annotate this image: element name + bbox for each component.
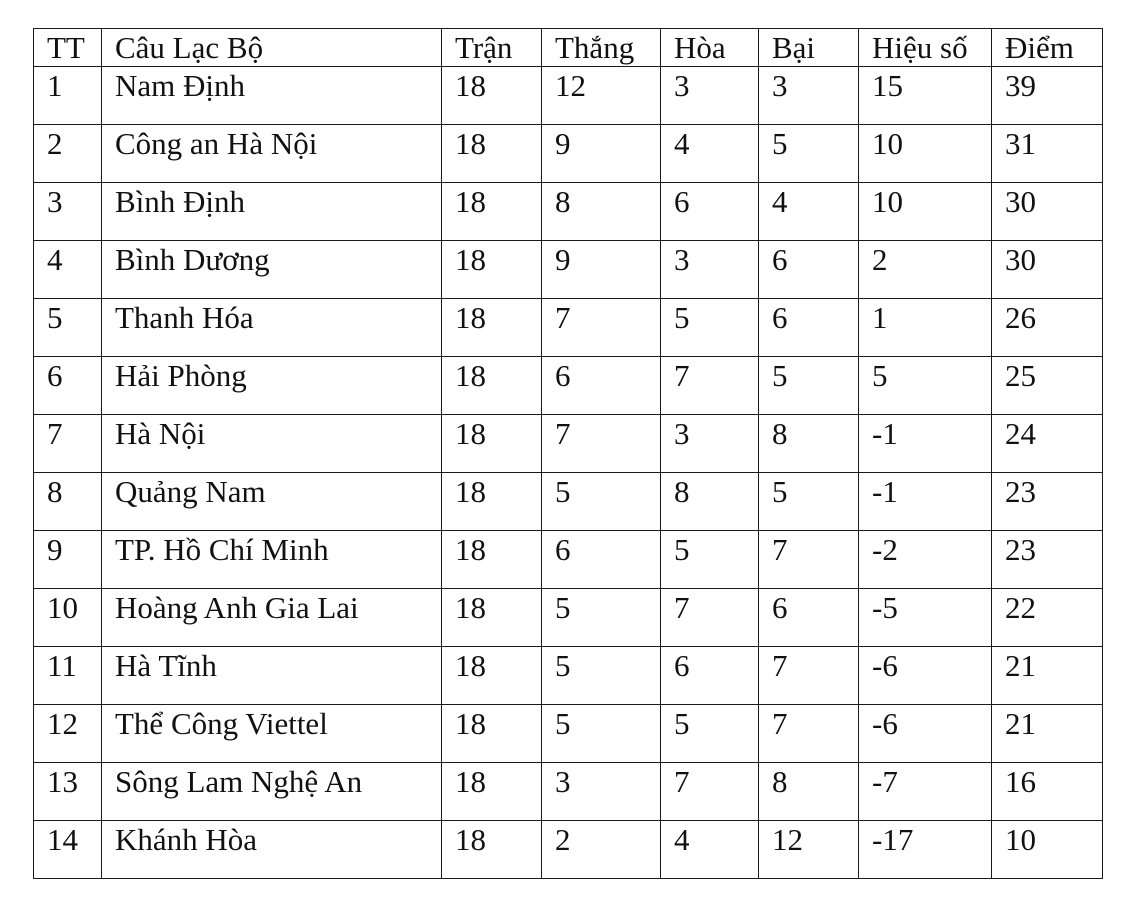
cell-drawn: 4 [661, 125, 759, 183]
cell-rank: 6 [34, 357, 102, 415]
cell-won: 8 [542, 183, 661, 241]
table-row [34, 705, 1103, 763]
cell-points: 22 [992, 589, 1103, 647]
cell-points: 24 [992, 415, 1103, 473]
cell-drawn: 8 [661, 473, 759, 531]
cell-lost: 7 [759, 705, 859, 763]
cell-rank: 7 [34, 415, 102, 473]
cell-drawn: 5 [661, 299, 759, 357]
cell-club: Thanh Hóa [102, 299, 442, 357]
cell-club: Bình Định [102, 183, 442, 241]
cell-points: 30 [992, 241, 1103, 299]
cell-points: 21 [992, 705, 1103, 763]
standings-table [33, 28, 1103, 879]
cell-played: 18 [442, 241, 542, 299]
cell-played: 18 [442, 473, 542, 531]
cell-goal-difference: -6 [859, 705, 992, 763]
header-rank: TT [34, 29, 102, 67]
cell-drawn: 3 [661, 415, 759, 473]
cell-lost: 8 [759, 415, 859, 473]
table-body [34, 67, 1103, 879]
cell-played: 18 [442, 589, 542, 647]
cell-lost: 5 [759, 125, 859, 183]
cell-won: 6 [542, 357, 661, 415]
cell-club: Quảng Nam [102, 473, 442, 531]
cell-drawn: 7 [661, 763, 759, 821]
cell-won: 9 [542, 125, 661, 183]
cell-goal-difference: 10 [859, 183, 992, 241]
cell-played: 18 [442, 763, 542, 821]
cell-goal-difference: 2 [859, 241, 992, 299]
header-row [34, 29, 1103, 67]
cell-played: 18 [442, 705, 542, 763]
cell-rank: 14 [34, 821, 102, 879]
cell-played: 18 [442, 67, 542, 125]
cell-drawn: 3 [661, 241, 759, 299]
cell-club: Hoàng Anh Gia Lai [102, 589, 442, 647]
table-row [34, 763, 1103, 821]
table-row [34, 415, 1103, 473]
cell-lost: 7 [759, 531, 859, 589]
cell-lost: 6 [759, 589, 859, 647]
header-drawn: Hòa [661, 29, 759, 67]
cell-drawn: 6 [661, 183, 759, 241]
cell-club: Bình Dương [102, 241, 442, 299]
cell-club: Thể Công Viettel [102, 705, 442, 763]
cell-won: 7 [542, 415, 661, 473]
cell-points: 30 [992, 183, 1103, 241]
cell-won: 7 [542, 299, 661, 357]
cell-drawn: 7 [661, 589, 759, 647]
cell-drawn: 5 [661, 705, 759, 763]
cell-won: 5 [542, 705, 661, 763]
cell-won: 5 [542, 473, 661, 531]
cell-points: 23 [992, 473, 1103, 531]
cell-won: 9 [542, 241, 661, 299]
cell-points: 25 [992, 357, 1103, 415]
cell-played: 18 [442, 415, 542, 473]
cell-rank: 10 [34, 589, 102, 647]
cell-club: Hà Nội [102, 415, 442, 473]
header-goal-difference: Hiệu số [859, 29, 992, 67]
header-played: Trận [442, 29, 542, 67]
cell-club: Nam Định [102, 67, 442, 125]
cell-won: 2 [542, 821, 661, 879]
cell-drawn: 4 [661, 821, 759, 879]
cell-lost: 7 [759, 647, 859, 705]
cell-won: 5 [542, 647, 661, 705]
header-club: Câu Lạc Bộ [102, 29, 442, 67]
cell-goal-difference: 15 [859, 67, 992, 125]
cell-rank: 4 [34, 241, 102, 299]
cell-drawn: 3 [661, 67, 759, 125]
table-row [34, 241, 1103, 299]
cell-goal-difference: -2 [859, 531, 992, 589]
cell-rank: 2 [34, 125, 102, 183]
cell-goal-difference: 5 [859, 357, 992, 415]
cell-points: 31 [992, 125, 1103, 183]
cell-lost: 6 [759, 299, 859, 357]
table-row [34, 589, 1103, 647]
table-row [34, 357, 1103, 415]
cell-won: 12 [542, 67, 661, 125]
table-row [34, 183, 1103, 241]
cell-goal-difference: -17 [859, 821, 992, 879]
cell-club: Công an Hà Nội [102, 125, 442, 183]
cell-goal-difference: -7 [859, 763, 992, 821]
table-row [34, 67, 1103, 125]
cell-club: Khánh Hòa [102, 821, 442, 879]
cell-rank: 3 [34, 183, 102, 241]
header-lost: Bại [759, 29, 859, 67]
cell-lost: 8 [759, 763, 859, 821]
table-row [34, 299, 1103, 357]
cell-goal-difference: -1 [859, 473, 992, 531]
cell-played: 18 [442, 531, 542, 589]
cell-won: 5 [542, 589, 661, 647]
cell-played: 18 [442, 821, 542, 879]
cell-club: Hải Phòng [102, 357, 442, 415]
cell-club: TP. Hồ Chí Minh [102, 531, 442, 589]
table-row [34, 647, 1103, 705]
cell-points: 39 [992, 67, 1103, 125]
cell-played: 18 [442, 357, 542, 415]
cell-rank: 11 [34, 647, 102, 705]
cell-played: 18 [442, 299, 542, 357]
cell-played: 18 [442, 647, 542, 705]
cell-lost: 12 [759, 821, 859, 879]
cell-rank: 1 [34, 67, 102, 125]
cell-goal-difference: 1 [859, 299, 992, 357]
cell-played: 18 [442, 183, 542, 241]
cell-club: Sông Lam Nghệ An [102, 763, 442, 821]
cell-rank: 12 [34, 705, 102, 763]
cell-rank: 13 [34, 763, 102, 821]
header-won: Thắng [542, 29, 661, 67]
cell-club: Hà Tĩnh [102, 647, 442, 705]
cell-points: 23 [992, 531, 1103, 589]
cell-played: 18 [442, 125, 542, 183]
cell-points: 16 [992, 763, 1103, 821]
cell-rank: 9 [34, 531, 102, 589]
table-row [34, 473, 1103, 531]
cell-lost: 3 [759, 67, 859, 125]
cell-won: 6 [542, 531, 661, 589]
cell-goal-difference: 10 [859, 125, 992, 183]
cell-points: 10 [992, 821, 1103, 879]
cell-drawn: 6 [661, 647, 759, 705]
cell-lost: 5 [759, 473, 859, 531]
cell-won: 3 [542, 763, 661, 821]
cell-lost: 4 [759, 183, 859, 241]
cell-rank: 5 [34, 299, 102, 357]
header-points: Điểm [992, 29, 1103, 67]
cell-lost: 6 [759, 241, 859, 299]
cell-rank: 8 [34, 473, 102, 531]
cell-points: 21 [992, 647, 1103, 705]
table-row [34, 531, 1103, 589]
cell-lost: 5 [759, 357, 859, 415]
cell-drawn: 7 [661, 357, 759, 415]
table-row [34, 125, 1103, 183]
cell-goal-difference: -5 [859, 589, 992, 647]
table-row [34, 821, 1103, 879]
cell-goal-difference: -1 [859, 415, 992, 473]
cell-points: 26 [992, 299, 1103, 357]
cell-goal-difference: -6 [859, 647, 992, 705]
cell-drawn: 5 [661, 531, 759, 589]
